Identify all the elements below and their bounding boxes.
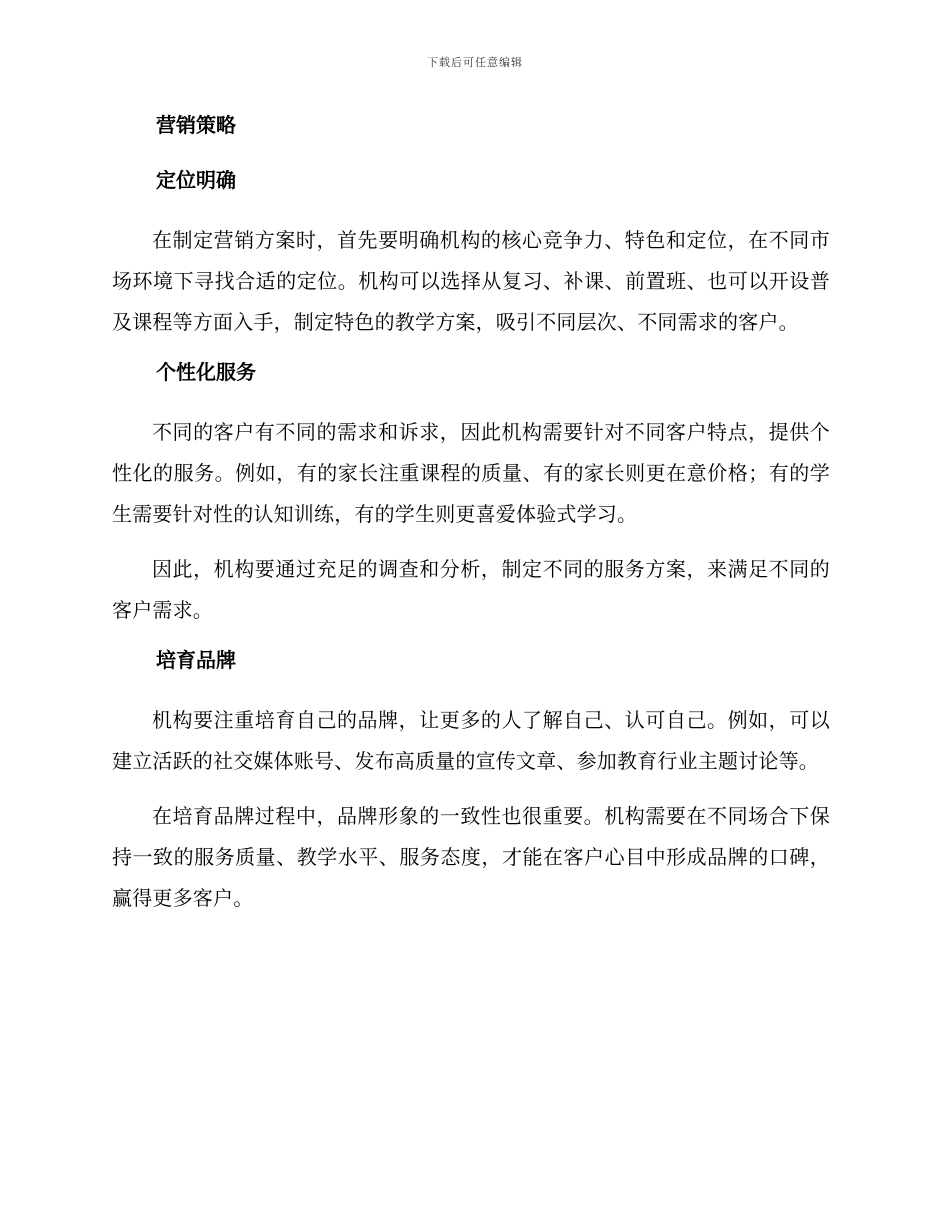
paragraph: 机构要注重培育自己的品牌，让更多的人了解自己、认可自己。例如，可以建立活跃的社交媒体账号、发布高质量的宣传文章、参加教育行业主题讨论等。 bbox=[112, 708, 830, 773]
section-heading-personalized-service: 个性化服务 bbox=[156, 360, 256, 384]
section-heading-positioning: 定位明确 bbox=[156, 168, 236, 192]
section-heading-brand-building: 培育品牌 bbox=[156, 648, 236, 672]
paragraph: 在培育品牌过程中，品牌形象的一致性也很重要。机构需要在不同场合下保持一致的服务质量、教学水平、服务态度，才能在客户心目中形成品牌的口碑，赢得更多客户。 bbox=[112, 804, 830, 910]
paragraph: 不同的客户有不同的需求和诉求，因此机构需要针对不同客户特点，提供个性化的服务。例如，有的家长注重课程的质量、有的家长则更在意价格；有的学生需要针对性的认知训练，有的学生则更喜爱体验式学习。 bbox=[112, 420, 830, 526]
paragraph: 因此，机构要通过充足的调查和分析，制定不同的服务方案，来满足不同的客户需求。 bbox=[112, 557, 830, 622]
header-note: 下载后可任意编辑 bbox=[427, 56, 523, 69]
document-title: 营销策略 bbox=[156, 113, 236, 137]
paragraph: 在制定营销方案时，首先要明确机构的核心竞争力、特色和定位，在不同市场环境下寻找合适的定位。机构可以选择从复习、补课、前置班、也可以开设普及课程等方面入手，制定特色的教学方案，吸引不同层次、不同需求的客户。 bbox=[112, 228, 830, 334]
document-body bbox=[112, 110, 830, 933]
